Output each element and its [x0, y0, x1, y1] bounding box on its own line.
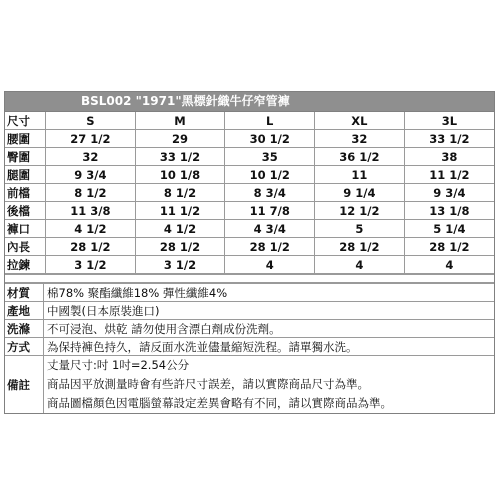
table-row — [5, 202, 494, 220]
table-cell: 28 1/2 — [135, 238, 225, 256]
table-row — [5, 256, 494, 274]
method-label: 方式 — [5, 338, 44, 356]
table-row — [5, 166, 494, 184]
table-cell: 9 1/4 — [315, 184, 405, 202]
wash-value: 不可浸泡、烘乾 請勿使用含漂白劑成份洗劑。 — [44, 320, 495, 338]
info-row-notes — [5, 356, 494, 414]
size-header-xl: XL — [315, 112, 405, 130]
row-label-hip: 臀圍 — [5, 148, 46, 166]
table-cell: 11 1/2 — [404, 166, 494, 184]
table-cell: 32 — [46, 148, 136, 166]
table-cell: 5 1/4 — [404, 220, 494, 238]
row-label-inseam: 內長 — [5, 238, 46, 256]
table-row — [5, 148, 494, 166]
size-header-3l: 3L — [404, 112, 494, 130]
info-row-origin — [5, 302, 494, 320]
row-label-zipper: 拉鍊 — [5, 256, 46, 274]
table-cell: 8 3/4 — [225, 184, 315, 202]
table-cell: 12 1/2 — [315, 202, 405, 220]
table-cell: 11 — [315, 166, 405, 184]
size-header-row — [5, 112, 494, 130]
notes-line-measure: 商品因平放測量時會有些許尺寸誤差，請以實際商品尺寸為準。 — [47, 377, 369, 391]
product-info-table — [5, 283, 494, 413]
material-value: 棉78% 聚酯纖維18% 彈性纖維4% — [44, 284, 495, 302]
table-cell: 35 — [225, 148, 315, 166]
size-header-l: L — [225, 112, 315, 130]
table-cell: 8 1/2 — [135, 184, 225, 202]
table-cell: 32 — [315, 130, 405, 148]
table-cell: 33 1/2 — [135, 148, 225, 166]
table-row — [5, 220, 494, 238]
table-row — [5, 184, 494, 202]
table-cell: 29 — [135, 130, 225, 148]
material-label: 材質 — [5, 284, 44, 302]
info-row-material — [5, 284, 494, 302]
table-cell: 10 1/2 — [225, 166, 315, 184]
notes-value — [44, 356, 495, 414]
table-cell: 28 1/2 — [404, 238, 494, 256]
table-cell: 28 1/2 — [315, 238, 405, 256]
table-row — [5, 130, 494, 148]
wash-label: 洗滌 — [5, 320, 44, 338]
table-cell: 11 1/2 — [135, 202, 225, 220]
origin-value: 中國製(日本原裝進口) — [44, 302, 495, 320]
method-value: 為保持褲色持久，請反面水洗並儘量縮短洗程。請單獨水洗。 — [44, 338, 495, 356]
table-cell: 4 1/2 — [135, 220, 225, 238]
size-table — [5, 112, 494, 274]
section-divider — [5, 274, 494, 283]
table-cell: 13 1/8 — [404, 202, 494, 220]
table-cell: 36 1/2 — [315, 148, 405, 166]
table-cell: 27 1/2 — [46, 130, 136, 148]
table-cell: 9 3/4 — [404, 184, 494, 202]
table-cell: 38 — [404, 148, 494, 166]
table-cell: 10 1/8 — [135, 166, 225, 184]
table-cell: 11 3/8 — [46, 202, 136, 220]
table-cell: 28 1/2 — [225, 238, 315, 256]
table-cell: 4 — [315, 256, 405, 274]
row-label-back-rise: 後檔 — [5, 202, 46, 220]
info-row-wash — [5, 320, 494, 338]
size-header-s: S — [46, 112, 136, 130]
table-cell: 4 — [225, 256, 315, 274]
origin-label: 產地 — [5, 302, 44, 320]
table-cell: 4 1/2 — [46, 220, 136, 238]
row-label-thigh: 腿圍 — [5, 166, 46, 184]
table-row — [5, 238, 494, 256]
row-label-waist: 腰圍 — [5, 130, 46, 148]
table-cell: 4 — [404, 256, 494, 274]
notes-line-unit: 丈量尺寸:吋 1吋=2.54公分 — [47, 358, 190, 372]
table-cell: 30 1/2 — [225, 130, 315, 148]
table-cell: 9 3/4 — [46, 166, 136, 184]
table-cell: 8 1/2 — [46, 184, 136, 202]
table-cell: 3 1/2 — [46, 256, 136, 274]
table-cell: 5 — [315, 220, 405, 238]
info-row-method — [5, 338, 494, 356]
size-chart-sheet — [4, 91, 495, 414]
row-label-front-rise: 前檔 — [5, 184, 46, 202]
notes-line-color: 商品圖檔顏色因電腦螢幕設定差異會略有不同，請以實際商品為準。 — [47, 396, 392, 410]
product-title: BSL002 "1971"黑標針織牛仔窄管褲 — [5, 92, 494, 112]
table-cell: 11 7/8 — [225, 202, 315, 220]
table-cell: 4 3/4 — [225, 220, 315, 238]
row-label-hem: 褲口 — [5, 220, 46, 238]
notes-label: 備註 — [5, 356, 44, 414]
size-header-m: M — [135, 112, 225, 130]
table-cell: 33 1/2 — [404, 130, 494, 148]
table-cell: 28 1/2 — [46, 238, 136, 256]
table-cell: 3 1/2 — [135, 256, 225, 274]
size-header-label: 尺寸 — [5, 112, 46, 130]
